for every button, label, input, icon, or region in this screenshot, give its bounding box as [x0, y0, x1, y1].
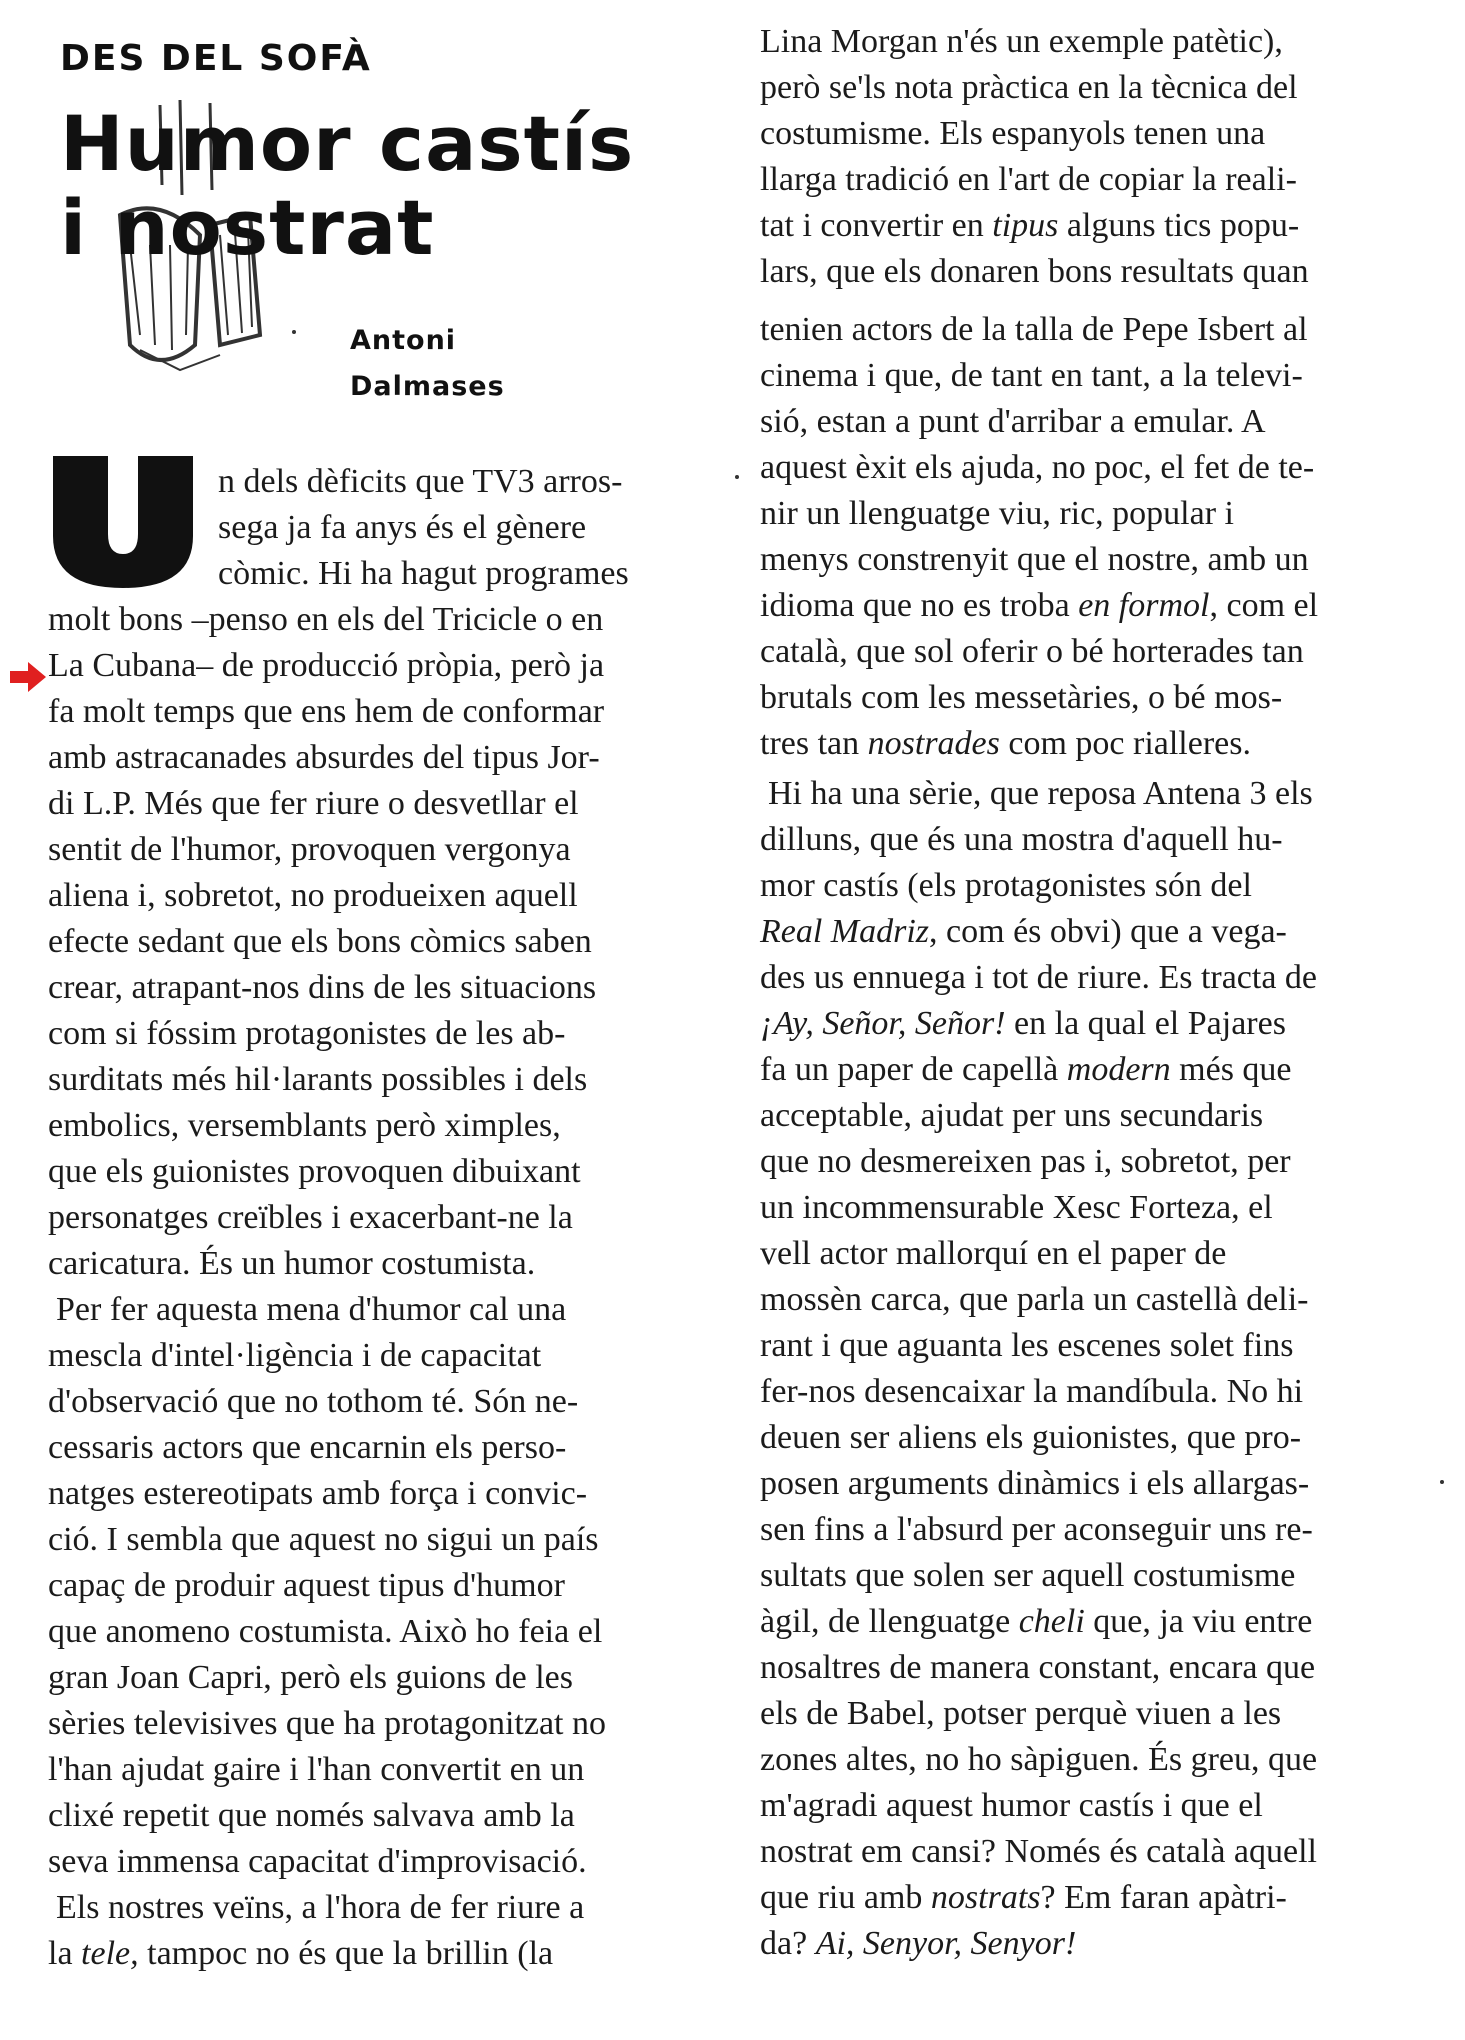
body-line: aquest èxit els ajuda, no poc, el fet de te-	[760, 449, 1315, 486]
body-line: Real Madriz, com és obvi) que a vega-	[760, 913, 1287, 950]
body-line: cinema i que, de tant en tant, a la televi-	[760, 357, 1303, 394]
author-first-name: Antoni	[350, 325, 457, 356]
speck	[1440, 1480, 1444, 1484]
body-line: que riu amb nostrats? Em faran apàtri-	[760, 1879, 1287, 1916]
body-line: m'agradi aquest humor castís i que el	[760, 1787, 1263, 1824]
body-line: que anomeno costumista. Això ho feia el	[48, 1613, 603, 1650]
body-line: caricatura. És un humor costumista.	[48, 1245, 536, 1282]
body-line: posen arguments dinàmics i els allargas-	[760, 1465, 1310, 1502]
body-line: tres tan nostrades com poc rialleres.	[760, 725, 1251, 762]
body-line: tat i convertir en tipus alguns tics popu-	[760, 207, 1300, 244]
body-line: que no desmereixen pas i, sobretot, per	[760, 1143, 1291, 1180]
body-line: menys constrenyit que el nostre, amb un	[760, 541, 1309, 578]
body-line: com si fóssim protagonistes de les ab-	[48, 1015, 566, 1052]
italic-phrase: modern	[1066, 1051, 1171, 1088]
italic-phrase: en formol	[1078, 587, 1210, 624]
italic-phrase: tele,	[81, 1935, 139, 1972]
body-line: sentit de l'humor, provoquen vergonya	[48, 831, 571, 868]
body-line: Els nostres veïns, a l'hora de fer riure a	[56, 1889, 585, 1926]
body-line: natges estereotipats amb força i convic-	[48, 1475, 588, 1512]
body-line: gran Joan Capri, però els guions de les	[48, 1659, 573, 1696]
body-line: nir un llenguatge viu, ric, popular i	[760, 495, 1234, 532]
body-line: acceptable, ajudat per uns secundaris	[760, 1097, 1264, 1134]
body-line: d'observació que no tothom té. Són ne-	[48, 1383, 579, 1420]
body-line: un incommensurable Xesc Forteza, el	[760, 1189, 1273, 1226]
body-line: els de Babel, potser perquè viuen a les	[760, 1695, 1282, 1732]
body-line: aliena i, sobretot, no produeixen aquell	[48, 877, 578, 914]
body-line: àgil, de llenguatge cheli que, ja viu entre	[760, 1603, 1313, 1640]
body-line: rant i que aguanta les escenes solet fins	[760, 1327, 1294, 1364]
body-line: llarga tradició en l'art de copiar la reali-	[760, 161, 1297, 198]
body-line: Hi ha una sèrie, que reposa Antena 3 els	[768, 775, 1313, 812]
italic-phrase: cheli	[1018, 1603, 1085, 1640]
body-line: amb astracanades absurdes del tipus Jor-	[48, 739, 600, 776]
body-line: vell actor mallorquí en el paper de	[760, 1235, 1227, 1272]
body-line: dilluns, que és una mostra d'aquell hu-	[760, 821, 1283, 858]
body-line: mor castís (els protagonistes són del	[760, 867, 1252, 904]
body-line: ¡Ay, Señor, Señor! en la qual el Pajares	[760, 1005, 1286, 1042]
italic-phrase: Ai, Senyor, Senyor!	[815, 1925, 1077, 1962]
body-line: l'han ajudat gaire i l'han convertit en un	[48, 1751, 585, 1788]
headline	[60, 99, 700, 272]
body-line: surditats més hil·larants possibles i dels	[48, 1061, 588, 1098]
body-line: nostrat em cansi? Només és català aquell	[760, 1833, 1317, 1870]
body-line: n dels dèficits que TV3 arros-	[218, 463, 623, 500]
speck	[735, 475, 739, 479]
italic-phrase: nostrats	[930, 1879, 1041, 1916]
body-line: la tele, tampoc no és que la brillin (la	[48, 1935, 554, 1972]
italic-phrase: Real Madriz	[760, 913, 930, 950]
arrow-marker-icon	[8, 660, 48, 694]
author-last-name: Dalmases	[350, 371, 505, 402]
body-line: nosaltres de manera constant, encara que	[760, 1649, 1316, 1686]
body-line: crear, atrapant-nos dins de les situacions	[48, 969, 597, 1006]
headline-line-2: i nostrat	[60, 183, 435, 272]
body-line: seva immensa capacitat d'improvisació.	[48, 1843, 587, 1880]
body-line: deuen ser aliens els guionistes, que pro-	[760, 1419, 1302, 1456]
body-line: costumisme. Els espanyols tenen una	[760, 115, 1266, 152]
body-line: La Cubana– de producció pròpia, però ja	[48, 647, 605, 684]
body-line: zones altes, no ho sàpiguen. És greu, que	[760, 1741, 1318, 1778]
body-line: català, que sol oferir o bé horterades tan	[760, 633, 1304, 670]
body-line: idioma que no es troba en formol, com el	[760, 587, 1319, 624]
body-line: Lina Morgan n'és un exemple patètic),	[760, 23, 1283, 60]
italic-phrase: ¡Ay, Señor, Señor!	[760, 1005, 1006, 1042]
body-line: Per fer aquesta mena d'humor cal una	[56, 1291, 567, 1328]
body-line: sultats que solen ser aquell costumisme	[760, 1557, 1296, 1594]
body-line: còmic. Hi ha hagut programes	[218, 555, 629, 592]
body-line: personatges creïbles i exacerbant-ne la	[48, 1199, 573, 1236]
body-line: tenien actors de la talla de Pepe Isbert al	[760, 311, 1308, 348]
body-line: capaç de produir aquest tipus d'humor	[48, 1567, 565, 1604]
speck	[292, 330, 296, 334]
body-line: brutals com les messetàries, o bé mos-	[760, 679, 1283, 716]
headline-line-1: Humor castís	[60, 99, 635, 188]
body-line: que els guionistes provoquen dibuixant	[48, 1153, 581, 1190]
author-byline	[350, 318, 505, 410]
body-line: efecte sedant que els bons còmics saben	[48, 923, 592, 960]
body-line: embolics, versemblants però ximples,	[48, 1107, 561, 1144]
body-line: fa molt temps que ens hem de conformar	[48, 693, 605, 730]
body-line: mescla d'intel·ligència i de capacitat	[48, 1337, 542, 1374]
body-line: mossèn carca, que parla un castellà deli-	[760, 1281, 1309, 1318]
body-line: di L.P. Més que fer riure o desvetllar el	[48, 785, 579, 822]
body-line: clixé repetit que només salvava amb la	[48, 1797, 575, 1834]
body-line: sió, estan a punt d'arribar a emular. A	[760, 403, 1266, 440]
body-line: lars, que els donaren bons resultats quan	[760, 253, 1309, 290]
italic-phrase: tipus	[992, 207, 1059, 244]
body-line: cessaris actors que encarnin els perso-	[48, 1429, 567, 1466]
drop-cap	[48, 456, 198, 588]
body-line: ció. I sembla que aquest no sigui un país	[48, 1521, 599, 1558]
body-line: sen fins a l'absurd per aconseguir uns re-	[760, 1511, 1313, 1548]
body-line: fer-nos desencaixar la mandíbula. No hi	[760, 1373, 1304, 1410]
section-label: DES DEL SOFÀ	[60, 38, 372, 79]
body-line: da? Ai, Senyor, Senyor!	[760, 1925, 1077, 1962]
body-line: sèries televisives que ha protagonitzat no	[48, 1705, 606, 1742]
body-line: però se'ls nota pràctica en la tècnica del	[760, 69, 1298, 106]
body-line: fa un paper de capellà modern més que	[760, 1051, 1292, 1088]
body-line: des us ennuega i tot de riure. Es tracta de	[760, 959, 1318, 996]
italic-phrase: nostrades	[867, 725, 1000, 762]
body-line: molt bons –penso en els del Tricicle o en	[48, 601, 604, 638]
body-line: sega ja fa anys és el gènere	[218, 509, 587, 546]
